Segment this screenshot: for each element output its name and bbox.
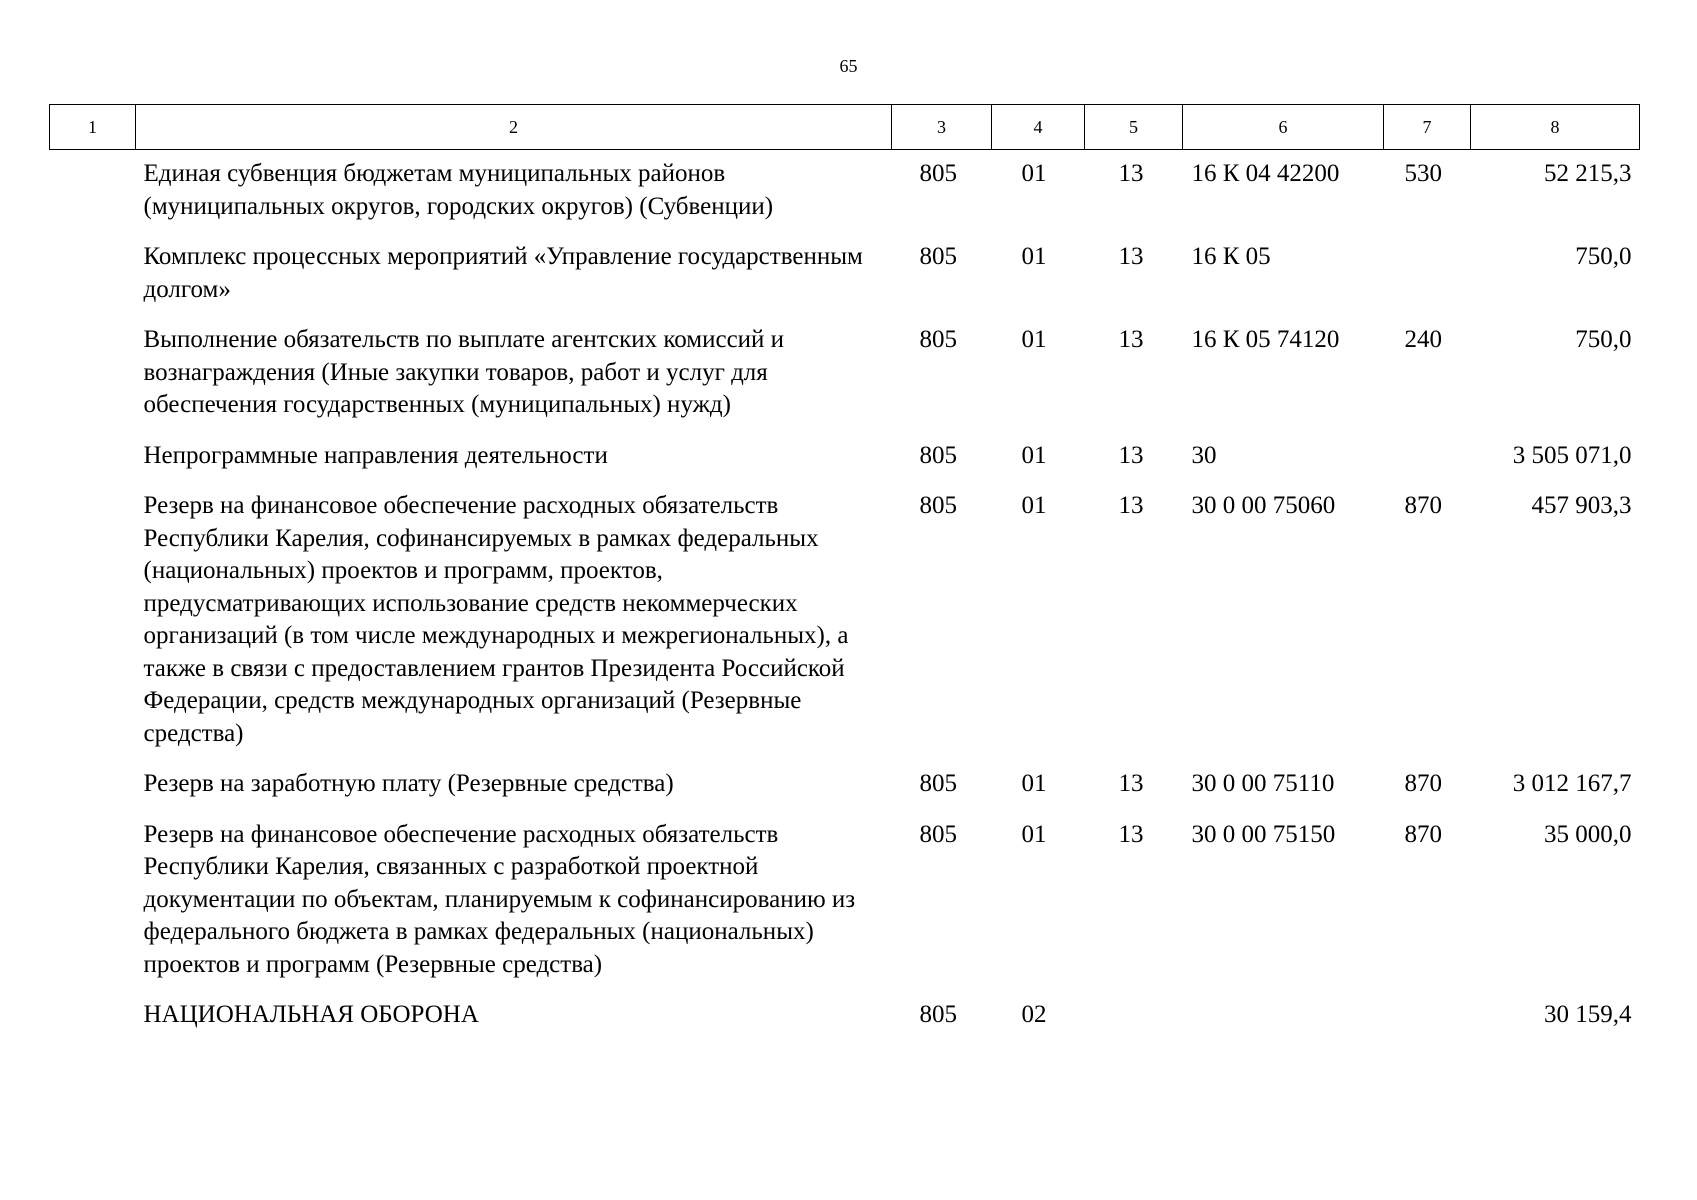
row-expense-type: 530: [1404, 160, 1442, 187]
row-name: Резерв на финансовое обеспечение расходных обязательств Республики Карелия, софинансируемых в рамках федеральных (национальных) проектов и программ, проектов, предусматривающих использование средств некоммерческих организаций (в том числе международных и межрегиональных), а также в связи с предоставлением грантов Президента Российской Федерации, средств международных организаций (Резервные средства): [143, 492, 849, 747]
row-ministry-code: 805: [919, 820, 957, 848]
row-name: Выполнение обязательств по выплате агентских комиссий и вознаграждения (Иные закупки товаров, работ и услуг для обеспечения государственных (муниципальных) нужд): [143, 326, 785, 418]
row-amount: 35 000,0: [1544, 820, 1632, 848]
table-row: [50, 320, 1640, 436]
table-row: [50, 486, 1640, 764]
row-expense-type: [1384, 995, 1471, 1046]
row-ministry-code: 805: [919, 1001, 957, 1028]
column-header: 7: [1384, 105, 1471, 150]
row-empty-cell: [50, 995, 136, 1046]
row-ministry-code: 805: [919, 492, 957, 519]
row-subsection-code: 13: [1118, 326, 1144, 353]
row-amount: 750,0: [1575, 326, 1632, 353]
table-row: [50, 995, 1640, 1046]
row-ministry-code: 805: [919, 160, 957, 187]
row-subsection-code: 13: [1118, 492, 1144, 519]
column-header: 4: [992, 105, 1085, 150]
table-row: [50, 764, 1640, 815]
table-header: [50, 105, 1640, 150]
row-empty-cell: [50, 815, 136, 996]
row-name: Комплекс процессных мероприятий «Управление государственным долгом»: [143, 243, 863, 303]
row-expense-type: 870: [1404, 770, 1442, 797]
row-section-code: 01: [1021, 492, 1047, 519]
row-amount: 457 903,3: [1531, 492, 1632, 519]
row-expense-type: 870: [1404, 492, 1442, 519]
row-expense-type: [1384, 436, 1471, 487]
row-target-article: 16 К 05: [1191, 243, 1271, 270]
row-amount: 3 012 167,7: [1512, 770, 1632, 797]
row-section-code: 01: [1021, 326, 1047, 353]
column-header: 5: [1085, 105, 1183, 150]
row-name: Резерв на финансовое обеспечение расходных обязательств Республики Карелия, связанных с разработкой проектной документации по объектам, планируемым к софинансированию из федерального бюджета в рамках федеральных (национальных) проектов и программ (Резервные средства): [143, 820, 856, 978]
row-target-article: 16 К 04 42200: [1191, 160, 1340, 187]
row-ministry-code: 805: [919, 770, 957, 797]
row-section-code: 01: [1021, 243, 1047, 270]
row-subsection-code: 13: [1118, 441, 1144, 469]
table-row: [50, 150, 1640, 238]
row-name: Непрограммные направления деятельности: [143, 441, 608, 469]
row-empty-cell: [50, 237, 136, 320]
table-row: [50, 815, 1640, 996]
budget-table: [49, 104, 1640, 1046]
column-header: 1: [50, 105, 136, 150]
column-header: 6: [1183, 105, 1384, 150]
row-empty-cell: [50, 436, 136, 487]
row-expense-type: 240: [1404, 326, 1442, 353]
table-row: [50, 237, 1640, 320]
row-empty-cell: [50, 486, 136, 764]
column-header: 8: [1471, 105, 1640, 150]
column-header: 2: [136, 105, 892, 150]
row-target-article: 30: [1191, 441, 1217, 469]
column-header: 3: [892, 105, 992, 150]
row-section-code: 01: [1021, 820, 1047, 848]
row-expense-type: 870: [1404, 820, 1442, 848]
row-target-article: 30 0 00 75150: [1191, 820, 1336, 848]
row-target-article: [1183, 995, 1384, 1046]
row-amount: 3 505 071,0: [1512, 441, 1632, 469]
row-amount: 52 215,3: [1544, 160, 1632, 187]
row-amount: 750,0: [1575, 243, 1632, 270]
row-name: Единая субвенция бюджетам муниципальных районов (муниципальных округов, городских округов) (Субвенции): [143, 160, 774, 220]
row-ministry-code: 805: [919, 441, 957, 469]
row-empty-cell: [50, 764, 136, 815]
row-section-code: 01: [1021, 441, 1047, 469]
header-row: [50, 105, 1640, 150]
row-target-article: 30 0 00 75060: [1191, 492, 1336, 519]
page-number: 65: [839, 56, 858, 76]
row-subsection-code: 13: [1118, 160, 1144, 187]
row-ministry-code: 805: [919, 326, 957, 353]
row-empty-cell: [50, 150, 136, 238]
row-section-code: 01: [1021, 770, 1047, 797]
row-name: Резерв на заработную плату (Резервные средства): [143, 770, 674, 797]
row-subsection-code: 13: [1118, 243, 1144, 270]
row-subsection-code: 13: [1118, 770, 1144, 797]
row-ministry-code: 805: [919, 243, 957, 270]
row-section-code: 02: [1021, 1001, 1047, 1028]
row-section-code: 01: [1021, 160, 1047, 187]
row-name: НАЦИОНАЛЬНАЯ ОБОРОНА: [143, 1001, 479, 1028]
row-expense-type: [1384, 237, 1471, 320]
row-empty-cell: [50, 320, 136, 436]
row-amount: 30 159,4: [1544, 1001, 1632, 1028]
row-subsection-code: [1085, 995, 1183, 1046]
table-row: [50, 436, 1640, 487]
table-body: [50, 150, 1640, 1046]
row-target-article: 30 0 00 75110: [1191, 770, 1335, 797]
row-subsection-code: 13: [1118, 820, 1144, 848]
row-target-article: 16 К 05 74120: [1191, 326, 1340, 353]
